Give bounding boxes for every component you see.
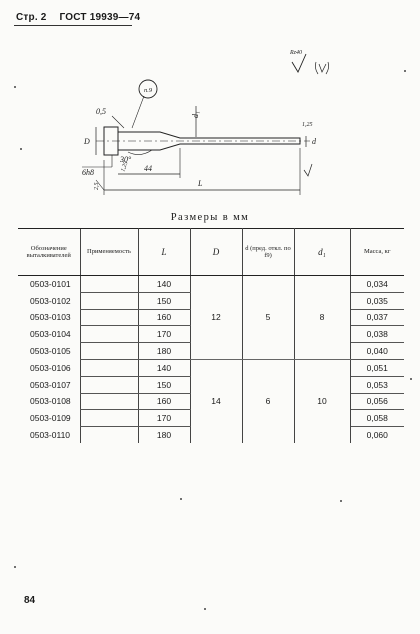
page-label: Стр. 2	[16, 12, 47, 23]
scan-speck	[20, 148, 22, 150]
row-mass: 0,060	[366, 430, 388, 441]
angle-label: 30°	[120, 155, 132, 164]
scan-speck	[204, 608, 206, 610]
dimensions-table	[18, 228, 404, 443]
row-primen	[80, 326, 138, 343]
col-D: D	[190, 229, 242, 276]
roughness-label: Rz40	[290, 50, 302, 56]
row-code: 0503-0103	[30, 312, 71, 323]
row-code: 0503-0108	[30, 396, 71, 407]
len44-label: 44	[144, 164, 152, 173]
scan-speck	[410, 378, 412, 380]
D-label: D	[84, 137, 90, 146]
r125-right-label: 1,25	[302, 122, 313, 128]
row-code: 0503-0102	[30, 295, 71, 306]
d-label: d	[312, 137, 316, 146]
page-number: 84	[24, 595, 36, 606]
col-mass: Масса, кг	[350, 229, 404, 276]
row-mass: 0,058	[350, 410, 404, 427]
row-code: 0503-0110	[30, 429, 71, 440]
row-mass: 0,037	[350, 309, 404, 326]
row-primen	[80, 427, 138, 443]
standard-code: ГОСТ 19939—74	[59, 12, 141, 23]
h8-label: 6h8	[82, 168, 94, 177]
L-label: L	[198, 179, 203, 188]
balloon-text: n.9	[144, 87, 153, 94]
row-L: 160	[138, 393, 190, 410]
group-d: 5	[242, 276, 294, 360]
r125-left-label: 1,25	[120, 160, 130, 173]
r25-label: 2,5	[94, 182, 100, 190]
col-L: L	[138, 229, 190, 276]
row-L: 150	[138, 292, 190, 309]
row-code: 0503-0105	[30, 346, 71, 357]
group-D: 12	[190, 276, 242, 360]
col-code: Обозначение выталкивателей	[18, 229, 80, 276]
table-title: Размеры в мм	[170, 212, 250, 223]
scan-speck	[404, 70, 406, 72]
row-L: 170	[138, 326, 190, 343]
row-primen	[80, 292, 138, 309]
row-L: 180	[138, 343, 190, 360]
row-code: 0503-0101	[30, 279, 71, 290]
row-mass: 0,035	[350, 292, 404, 309]
row-code: 0503-0104	[30, 329, 71, 340]
d1-label: d₁	[191, 111, 200, 118]
row-mass: 0,040	[350, 343, 404, 360]
row-L: 180	[138, 427, 190, 443]
group-d: 6	[242, 359, 294, 442]
scan-speck	[340, 500, 342, 502]
roughness-mark	[292, 54, 306, 72]
col-primen: Применяемость	[80, 229, 138, 276]
row-mass: 0,038	[350, 326, 404, 343]
header-rule	[14, 25, 132, 26]
col-d1: d₁	[294, 229, 350, 276]
row-mass: 0,034	[350, 276, 404, 293]
table-row	[18, 276, 404, 293]
row-primen	[80, 309, 138, 326]
chamfer-label: 0,5	[96, 107, 106, 116]
group-d1: 8	[294, 276, 350, 360]
scan-speck	[180, 498, 182, 500]
row-L: 170	[138, 410, 190, 427]
row-mass: 0,051	[350, 359, 404, 376]
row-primen	[80, 410, 138, 427]
row-primen	[80, 393, 138, 410]
row-primen	[80, 343, 138, 360]
row-L: 140	[138, 359, 190, 376]
row-primen	[80, 376, 138, 393]
ejector-pin-drawing	[0, 40, 420, 225]
table-row	[18, 359, 404, 376]
row-primen	[80, 359, 138, 376]
row-code: 0503-0107	[30, 379, 71, 390]
scan-speck	[14, 86, 16, 88]
page-header	[16, 12, 150, 23]
row-code: 0503-0109	[30, 413, 71, 424]
table-header-row	[18, 229, 404, 276]
row-mass: 0,056	[350, 393, 404, 410]
group-D: 14	[190, 359, 242, 442]
scan-speck	[14, 566, 16, 568]
col-d: d (пред. откл. по f9)	[242, 229, 294, 276]
group-d1: 10	[294, 359, 350, 442]
row-L: 160	[138, 309, 190, 326]
row-L: 150	[138, 376, 190, 393]
row-code: 0503-0106	[30, 362, 71, 373]
row-mass: 0,053	[350, 376, 404, 393]
row-primen	[80, 276, 138, 293]
row-L: 140	[138, 276, 190, 293]
